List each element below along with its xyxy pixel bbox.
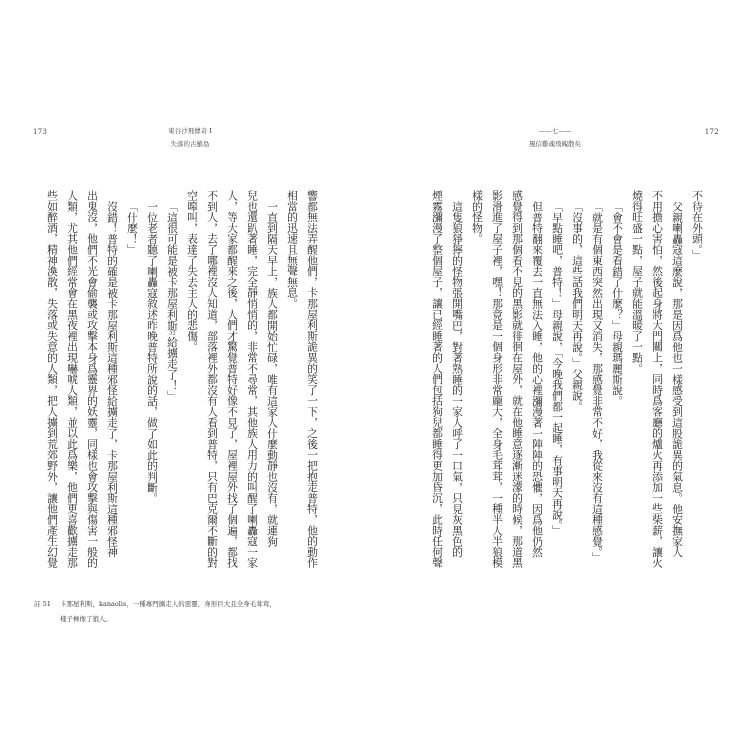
text-column: 人類，尤其他們經常會在黑夜裡出現嚇唬人類，並以此爲樂，他們更喜歡擄走那: [66, 190, 79, 568]
running-header-left: [120, 125, 260, 151]
footnote-line-2: 樣子極像了狼人。: [60, 615, 112, 623]
page-number-right: 172: [704, 128, 719, 136]
text-column: 樣的怪物。: [471, 190, 484, 244]
text-column: 一直到隔天早上，族人都開始忙碌，唯有這家人什麼動靜也沒有，就連狗: [266, 200, 279, 547]
column-text-after-note: 給擄走了！」: [166, 336, 179, 402]
chapter-title: 風信雞魂飛魄散矣: [529, 140, 581, 148]
text-column-with-note: [162, 190, 182, 570]
text-column: 但普特翻來覆去一直無法入睡，他的心裡瀰漫著一陣陣的恐懼，因爲他仍然: [531, 200, 544, 558]
footnote-label: 註 51: [34, 600, 51, 608]
text-column: 兒也還趴著睡，完全靜悄悄的，非常不尋常，其他族人用力的叫醒了喇轟寇一家: [246, 190, 259, 568]
text-column: 響都無法弄醒他們，卡那屋利斯詭異的笑了一下，之後一把抱走普特，他的動作: [306, 190, 319, 568]
text-column: 父親喇轟寇這麼說，那是因爲他也一樣感受到這股詭異的氣息。他安撫家人: [671, 200, 684, 558]
text-column: 「早點睡吧，普特！」母親說，「今晚我們都一起睡，有事明天再說。」: [551, 200, 564, 536]
book-title: 東谷沙飛傳奇 I: [168, 127, 212, 135]
text-column: 影滑進了屋子裡，嘿！那竟是一個身形非常龐大，全身毛茸茸，一種半人半狼模: [491, 190, 504, 568]
text-column: 空嗥叫，表達了失去主人的悲傷。: [186, 190, 199, 352]
text-column: 不到人，去了哪裡沒人知道，部落裡外都沒有人看到普特，只有巴克爾不斷的對: [206, 190, 219, 568]
text-column: 相當的迅速且無聲無息。: [286, 190, 299, 309]
footnote-text-1: 卡那屋利斯，kanaolis，一種專門擄走人的惡靈，身形巨大且全身毛茸茸，: [60, 600, 276, 608]
text-column: 「沒事的，這些話我們明天再說。」父親說。: [571, 200, 584, 412]
text-column: 不待在外頭。」: [691, 190, 704, 261]
right-text-block: [427, 190, 707, 570]
text-column: 感覺得到那個看不見的黑影就徘徊在屋外，就在他睡意逐漸迷濛的時候，那道黑: [511, 190, 524, 568]
footnote: [34, 597, 334, 627]
text-column: 「會不會是看錯了什麼？」母親瑪麗斯說。: [611, 200, 624, 406]
text-column: 沒錯！普特的確是被卡那屋利斯這種邪怪給擄走了，卡那屋利斯這種邪怪神: [106, 200, 119, 558]
text-column: 燒得旺盛一點，屋子就能溫暖了一點。: [631, 190, 644, 374]
chapter-number: ——七——: [538, 127, 572, 135]
text-column: 些如醉酒，精神渙散，失落或失意的人類，把人擄到荒郊野外，讓他們產生幻覺: [46, 190, 59, 568]
text-column: 人，等大家都醒來之後，人們才驚覺普特好像不見了，屋裡屋外找了個遍，都找: [226, 190, 239, 568]
text-column: 「什麼！」: [126, 200, 139, 255]
page-number-left: 173: [33, 128, 48, 136]
book-subtitle: 失落的古羅島: [170, 140, 210, 148]
right-page: [375, 0, 750, 750]
running-header-right: [485, 125, 625, 151]
column-text-before-note: 「這很可能是被卡那屋利斯: [166, 200, 179, 331]
text-column: 這隻狼猙獰的怪物張開嘴巴，對著熟睡的一家人呼了一口氣，只見灰黑色的: [451, 200, 464, 558]
text-column: 不用擔心害怕，然後起身將大門關上，同時爲客廳的爐火再添加一些柴薪，讓火: [651, 190, 664, 568]
footnote-reference: 51: [169, 330, 176, 337]
text-column: 一位老者聽了喇轟寇敘述昨晚普特所說的話，做了如此的判斷。: [146, 200, 159, 504]
text-column: 「就是有個東西突然出現又消失，那感覺非常不好，我從來沒有這種感覺。」: [591, 200, 604, 563]
text-column: 煙霧瀰漫了整個屋子，讓已經睡著的人們包括狗兒都睡得更加昏沉，此時任何聲: [431, 190, 444, 568]
footnote-line-1: [34, 597, 334, 612]
text-column: 出鬼沒，他們不光會偷襲或攻擊本身爲靈界的妖靈，同樣也會攻擊與傷害一般的: [86, 190, 99, 568]
left-text-block: [42, 190, 322, 570]
